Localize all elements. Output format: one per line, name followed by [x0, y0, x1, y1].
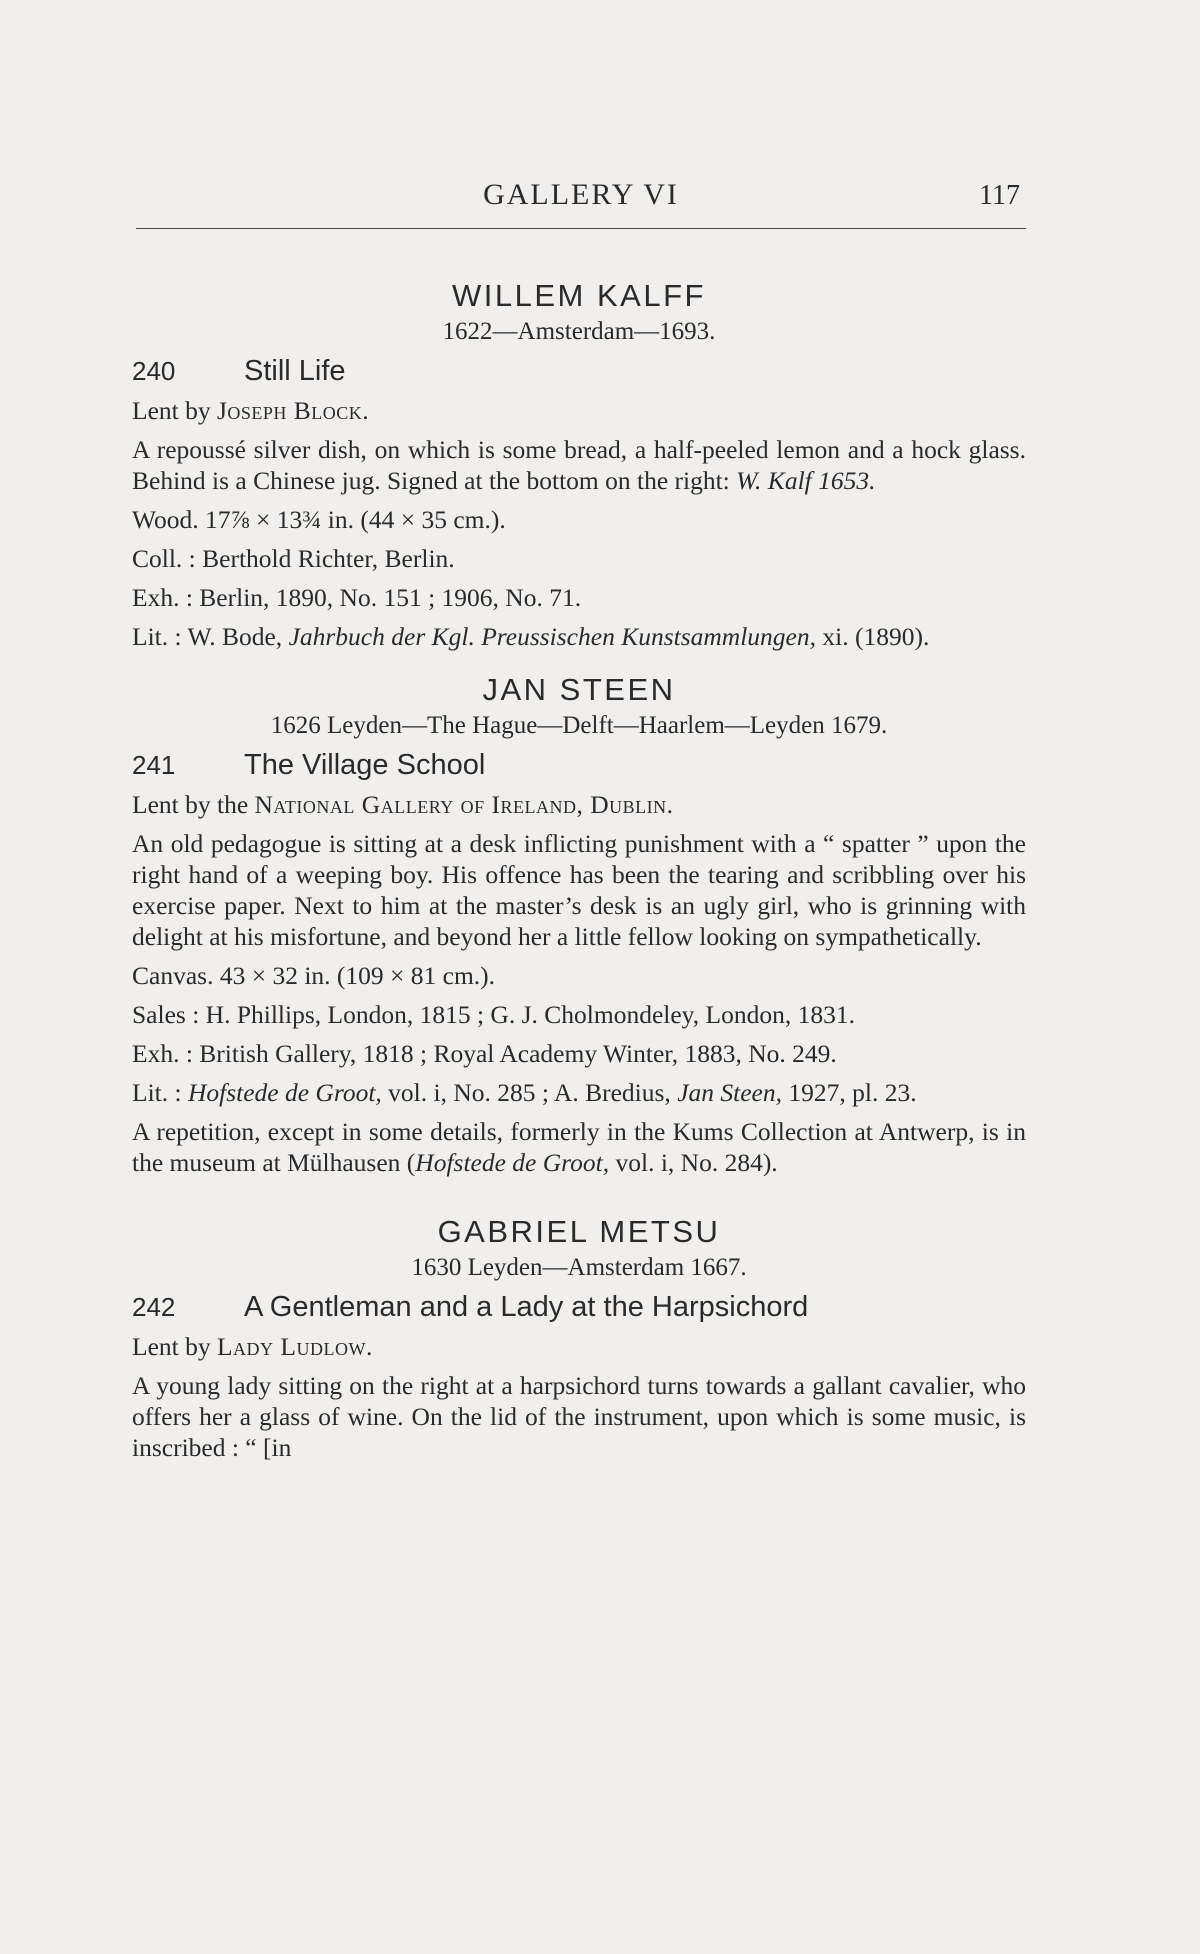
description	[132, 434, 1026, 496]
artist-dates: 1630 Leyden—Amsterdam 1667.	[411, 1254, 747, 1281]
lit-prefix: Lit. :	[132, 1078, 182, 1107]
catalogue-entry-240	[132, 276, 1026, 652]
medium-dimensions: Canvas. 43 × 32 in. (109 × 81 cm.).	[132, 961, 496, 990]
entry-title	[132, 747, 1026, 783]
collection-line: Coll. : Berthold Richter, Berlin.	[132, 544, 455, 573]
lender-line	[132, 789, 1026, 820]
lender-name: Lady Ludlow.	[216, 1332, 373, 1361]
lent-prefix: Lent by the	[132, 790, 249, 819]
lit-author: Hofstede de Groot,	[187, 1078, 382, 1107]
exhibition-line: Exh. : Berlin, 1890, No. 151 ; 1906, No. 71.	[132, 583, 582, 612]
page-header	[136, 178, 1026, 229]
artist-name: JAN STEEN	[482, 672, 676, 707]
exhibition-line: Exh. : British Gallery, 1818 ; Royal Academy Winter, 1883, No. 249.	[132, 1039, 837, 1068]
painting-title: Still Life	[244, 355, 346, 387]
lent-prefix: Lent by	[132, 1332, 211, 1361]
lit-prefix: Lit. : W. Bode,	[132, 622, 283, 651]
lit-suffix: 1927, pl. 23.	[788, 1078, 917, 1107]
lender-name: Joseph Block.	[216, 396, 370, 425]
catalogue-entry-241	[132, 670, 1026, 1178]
lent-prefix: Lent by	[132, 396, 211, 425]
artist-name: GABRIEL METSU	[437, 1214, 721, 1249]
lit-title: Jan Steen,	[677, 1078, 782, 1107]
lit-title: Jahrbuch der Kgl. Preussischen Kunstsammlungen,	[288, 622, 816, 651]
lender-name: National Gallery of Ireland, Dublin.	[254, 790, 674, 819]
artist-dates: 1622—Amsterdam—1693.	[442, 318, 716, 345]
catalogue-entry-242	[132, 1212, 1026, 1463]
description: A young lady sitting on the right at a harpsichord turns towards a gallant cavalier, who offers her a glass of wine. On the lid of the instrument, upon which is some music, is inscribed : “ [in	[132, 1371, 1026, 1462]
artist-dates: 1626 Leyden—The Hague—Delft—Haarlem—Leyden 1679.	[270, 712, 888, 739]
sales-line: Sales : H. Phillips, London, 1815 ; G. J. Cholmondeley, London, 1831.	[132, 1000, 855, 1029]
repetition-note	[132, 1116, 1026, 1178]
page-number: 117	[979, 180, 1020, 211]
lender-line	[132, 1331, 1026, 1362]
page-content	[132, 276, 1026, 1471]
running-head: GALLERY VI	[483, 178, 679, 211]
lit-suffix: xi. (1890).	[822, 622, 930, 651]
entry-title	[132, 353, 1026, 389]
entry-number: 241	[132, 750, 176, 780]
lit-mid: vol. i, No. 285 ; A. Bredius,	[388, 1078, 671, 1107]
lender-line	[132, 395, 1026, 426]
literature-line	[132, 1077, 1026, 1108]
entry-number: 240	[132, 356, 176, 386]
note-suffix: vol. i, No. 284).	[615, 1148, 778, 1177]
entry-title	[132, 1289, 1026, 1325]
artist-name: WILLEM KALFF	[452, 278, 706, 313]
entry-number: 242	[132, 1292, 176, 1322]
painting-title: A Gentleman and a Lady at the Harpsichord	[244, 1291, 809, 1323]
medium-dimensions: Wood. 17⅞ × 13¾ in. (44 × 35 cm.).	[132, 505, 506, 534]
description-text: A repoussé silver dish, on which is some bread, a half-peeled lemon and a hock glass. Behind is a Chinese jug. Signed at the bottom on the right:	[132, 435, 1026, 495]
literature-line	[132, 621, 1026, 652]
note-prefix: A repetition, except in some details, formerly in the Kums Collection at Antwerp, is in the museum at Mülhausen (	[132, 1117, 1026, 1177]
note-author: Hofstede de Groot,	[415, 1148, 610, 1177]
signature: W. Kalf 1653.	[736, 466, 876, 495]
description: An old pedagogue is sitting at a desk inflicting punishment with a “ spatter ” upon the right hand of a weeping boy. His offence has been the tearing and scribbling over his exercise paper. Next to him at the master’s desk is an ugly girl, who is grinning with delight at his misfortune, and beyond her a little fellow looking on sympathetically.	[132, 829, 1026, 951]
painting-title: The Village School	[244, 749, 486, 781]
